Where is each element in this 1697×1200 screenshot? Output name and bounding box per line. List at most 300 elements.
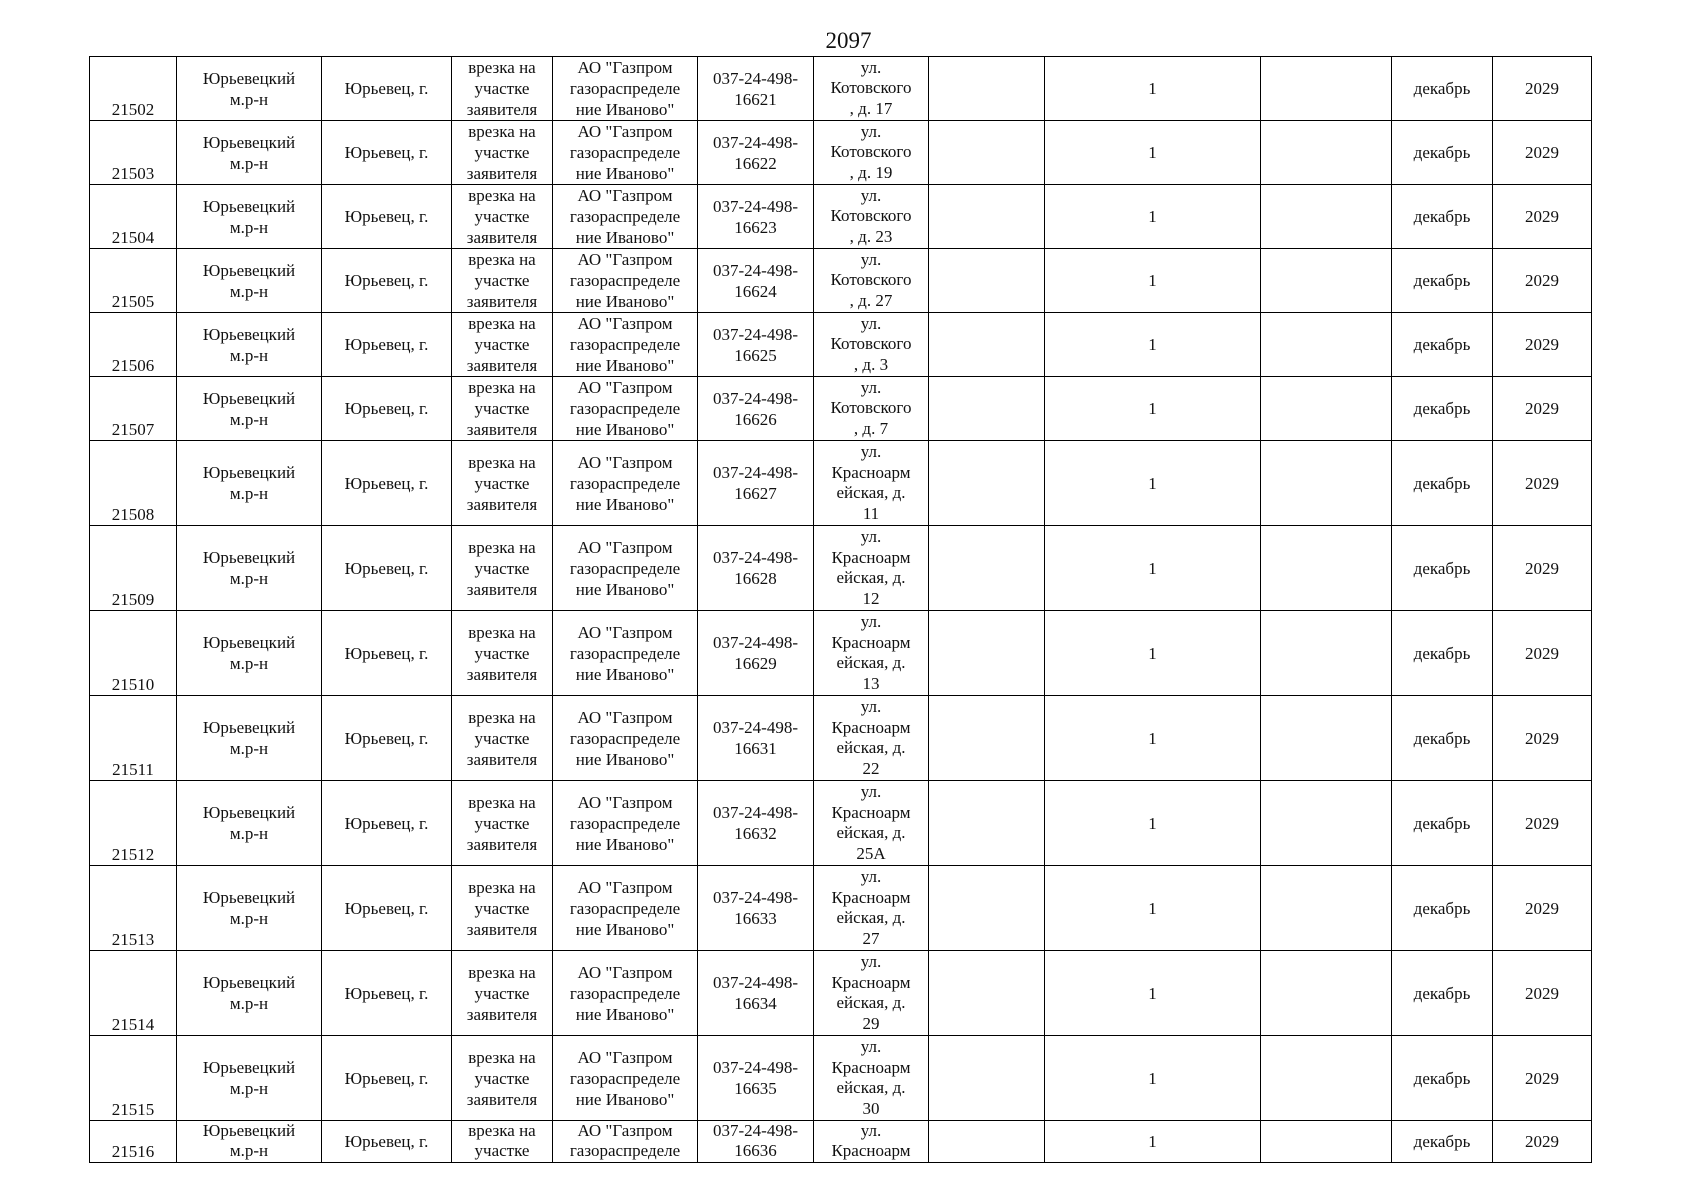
quantity-cell: 1 [1045,57,1261,121]
empty-cell [929,441,1045,526]
table-row [90,441,1592,526]
connection-type-cell-line: заявителя [466,834,538,854]
quantity-cell: 1 [1045,1036,1261,1121]
connection-type-cell [452,313,553,377]
district-cell-line: м.р-н [229,409,269,429]
address-cell-line: Котовского [830,206,912,226]
connection-type-cell-line: врезка на [468,1047,536,1067]
address-cell [814,441,929,526]
address-cell-line: ул. [860,867,882,886]
empty-cell [1261,1121,1392,1163]
connection-type-cell-line: участке [474,643,530,663]
quantity-cell: 1 [1045,526,1261,611]
quantity-cell: 1 [1045,781,1261,866]
city-cell: Юрьевец, г. [322,1121,452,1163]
table-row [90,951,1592,1036]
object-code-cell-line: 037-24-498- [713,463,798,482]
district-cell [177,313,322,377]
object-code-cell-line: 037-24-498- [713,388,798,408]
district-cell-line: м.р-н [229,824,269,843]
address-cell-line: ейская, д. [836,1078,906,1097]
address-cell-line: ул. [860,57,882,77]
empty-cell [929,249,1045,313]
object-code-cell-line: 037-24-498- [713,260,798,280]
organization-cell [553,1121,698,1163]
empty-cell [1261,1036,1392,1121]
organization-cell-line: газораспределе [569,983,681,1003]
connection-type-cell [452,1121,553,1163]
district-cell [177,249,322,313]
connection-type-cell-line: врезка на [468,707,536,727]
address-cell-line: ул. [860,121,882,141]
address-cell-line: , д. 17 [849,98,893,118]
city-cell: Юрьевец, г. [322,951,452,1036]
empty-cell [1261,866,1392,951]
city-cell: Юрьевец, г. [322,185,452,249]
city-cell: Юрьевец, г. [322,313,452,377]
address-cell [814,121,929,185]
gas-connection-table [89,56,1592,1163]
month-cell: декабрь [1392,696,1493,781]
object-code-cell-line: 16627 [734,484,777,503]
connection-type-cell-line: заявителя [466,356,538,375]
address-cell [814,185,929,249]
connection-type-cell [452,377,553,441]
year-cell: 2029 [1493,121,1592,185]
table-row [90,377,1592,441]
address-cell-line: ул. [860,697,882,716]
connection-type-cell-line: врезка на [468,58,536,77]
organization-cell-line: АО "Газпром [577,122,673,141]
district-cell-line: м.р-н [229,654,269,673]
object-code-cell-line: 16634 [734,994,777,1013]
address-cell-line: ул. [860,313,882,333]
table-row [90,249,1592,313]
address-cell-line: 29 [862,1013,880,1033]
address-cell-line: 13 [862,673,880,693]
year-cell: 2029 [1493,611,1592,696]
address-cell-line: Красноарм [831,717,911,737]
table-row [90,866,1592,951]
district-cell-line: м.р-н [229,484,269,503]
organization-cell-line: ние Иваново" [575,228,675,247]
empty-cell [1261,696,1392,781]
organization-cell-line: газораспределе [569,335,681,354]
address-cell [814,1121,929,1163]
district-cell-line: Юрьевецкий [202,324,296,344]
organization-cell-line: газораспределе [569,728,681,748]
connection-type-cell-line: врезка на [468,186,536,205]
empty-cell [929,1121,1045,1163]
month-cell: декабрь [1392,57,1493,121]
address-cell-line: Красноарм [831,887,911,907]
connection-type-cell [452,781,553,866]
object-code-cell [698,781,814,866]
district-cell-line: м.р-н [229,153,269,173]
address-cell-line: ейская, д. [836,823,906,842]
address-cell-line: 30 [862,1098,880,1118]
empty-cell [1261,185,1392,249]
city-cell: Юрьевец, г. [322,377,452,441]
address-cell-line: 25А [856,843,886,863]
month-cell: декабрь [1392,951,1493,1036]
year-cell: 2029 [1493,185,1592,249]
table-row [90,526,1592,611]
connection-type-cell [452,121,553,185]
organization-cell-line: ние Иваново" [575,579,675,599]
connection-type-cell-line: врезка на [468,877,536,897]
row-number-cell: 21511 [90,696,177,781]
empty-cell [929,1036,1045,1121]
district-cell [177,1036,322,1121]
table-row [90,1036,1592,1121]
organization-cell-line: АО "Газпром [577,622,673,642]
address-cell-line: Красноарм [831,462,911,482]
address-cell-line: 27 [862,928,880,948]
object-code-cell [698,1121,814,1163]
quantity-cell: 1 [1045,249,1261,313]
organization-cell-line: АО "Газпром [577,58,673,77]
connection-type-cell-line: врезка на [468,962,536,982]
connection-type-cell-line: участке [474,79,530,98]
organization-cell-line: газораспределе [569,271,681,290]
address-cell [814,526,929,611]
district-cell [177,526,322,611]
district-cell-line: м.р-н [229,994,269,1013]
empty-cell [1261,611,1392,696]
year-cell: 2029 [1493,377,1592,441]
organization-cell-line: АО "Газпром [577,378,673,397]
month-cell: декабрь [1392,1121,1493,1163]
connection-type-cell-line: врезка на [468,452,536,472]
address-cell-line: Красноарм [831,1141,911,1160]
address-cell-line: ул. [860,782,882,801]
connection-type-cell-line: заявителя [466,579,538,599]
row-number-cell: 21504 [90,185,177,249]
organization-cell-line: ние Иваново" [575,292,675,311]
organization-cell [553,866,698,951]
empty-cell [1261,441,1392,526]
connection-type-cell-line: заявителя [466,292,538,311]
organization-cell-line: ние Иваново" [575,1004,675,1024]
empty-cell [1261,313,1392,377]
address-cell-line: 11 [862,503,880,523]
connection-type-cell-line: заявителя [466,664,538,684]
connection-type-cell-line: врезка на [468,622,536,642]
district-cell-line: м.р-н [229,217,269,237]
district-cell-line: Юрьевецкий [202,803,296,822]
organization-cell-line: ние Иваново" [575,664,675,684]
empty-cell [929,951,1045,1036]
district-cell [177,441,322,526]
row-number-cell: 21514 [90,951,177,1036]
city-cell: Юрьевец, г. [322,249,452,313]
city-cell: Юрьевец, г. [322,441,452,526]
address-cell-line: Красноарм [831,632,911,652]
district-cell-line: Юрьевецкий [202,973,296,992]
object-code-cell-line: 037-24-498- [713,132,798,152]
connection-type-cell-line: заявителя [466,1089,538,1109]
connection-type-cell-line: участке [474,898,530,918]
month-cell: декабрь [1392,1036,1493,1121]
object-code-cell [698,866,814,951]
object-code-cell-line: 037-24-498- [713,548,798,567]
year-cell: 2029 [1493,781,1592,866]
address-cell [814,611,929,696]
district-cell-line: Юрьевецкий [202,132,296,152]
row-number-cell: 21505 [90,249,177,313]
district-cell [177,377,322,441]
address-cell-line: Котовского [830,78,912,98]
organization-cell-line: АО "Газпром [577,314,673,333]
connection-type-cell-line: участке [474,558,530,578]
address-cell-line: ейская, д. [836,738,906,757]
organization-cell-line: газораспределе [569,399,681,418]
object-code-cell-line: 16623 [734,217,777,237]
empty-cell [1261,249,1392,313]
organization-cell-line: газораспределе [569,1068,681,1088]
quantity-cell: 1 [1045,377,1261,441]
address-cell-line: 22 [862,758,880,778]
empty-cell [929,866,1045,951]
year-cell: 2029 [1493,696,1592,781]
address-cell-line: , д. 19 [849,162,893,182]
organization-cell-line: газораспределе [569,207,681,226]
connection-type-cell-line: заявителя [466,164,538,183]
table-row [90,185,1592,249]
month-cell: декабрь [1392,249,1493,313]
address-cell-line: ейская, д. [836,653,906,672]
object-code-cell-line: 037-24-498- [713,633,798,652]
address-cell [814,781,929,866]
empty-cell [929,121,1045,185]
connection-type-cell-line: врезка на [468,250,536,269]
address-cell-line: ул. [860,612,882,631]
connection-type-cell-line: врезка на [468,314,536,333]
quantity-cell: 1 [1045,696,1261,781]
connection-type-cell-line: заявителя [466,100,538,119]
district-cell-line: м.р-н [229,281,269,301]
address-cell-line: Котовского [830,142,912,162]
object-code-cell-line: 16636 [734,1141,777,1160]
year-cell: 2029 [1493,313,1592,377]
year-cell: 2029 [1493,866,1592,951]
organization-cell-line: АО "Газпром [577,1047,673,1067]
organization-cell-line: АО "Газпром [577,962,673,982]
row-number-cell: 21508 [90,441,177,526]
object-code-cell-line: 16635 [734,1079,777,1098]
quantity-cell: 1 [1045,185,1261,249]
address-cell [814,696,929,781]
table-row [90,611,1592,696]
object-code-cell [698,1036,814,1121]
city-cell: Юрьевец, г. [322,696,452,781]
object-code-cell-line: 16626 [734,409,777,429]
organization-cell-line: газораспределе [569,898,681,918]
year-cell: 2029 [1493,1036,1592,1121]
connection-type-cell-line: участке [474,399,530,418]
address-cell-line: ул. [860,952,882,971]
organization-cell [553,781,698,866]
month-cell: декабрь [1392,313,1493,377]
year-cell: 2029 [1493,249,1592,313]
district-cell-line: Юрьевецкий [202,463,296,482]
district-cell-line: м.р-н [229,569,269,588]
organization-cell [553,185,698,249]
organization-cell-line: газораспределе [569,813,681,833]
connection-type-cell-line: врезка на [468,537,536,557]
object-code-cell-line: 037-24-498- [713,973,798,992]
district-cell [177,951,322,1036]
address-cell-line: Красноарм [831,972,911,992]
address-cell-line: ул. [860,377,882,397]
organization-cell [553,249,698,313]
city-cell: Юрьевец, г. [322,121,452,185]
organization-cell [553,611,698,696]
organization-cell-line: газораспределе [569,473,681,493]
organization-cell-line: АО "Газпром [577,452,673,472]
address-cell-line: ул. [860,1121,882,1140]
organization-cell [553,1036,698,1121]
organization-cell-line: АО "Газпром [577,1121,673,1140]
row-number-cell: 21513 [90,866,177,951]
connection-type-cell-line: врезка на [468,792,536,812]
organization-cell-line: АО "Газпром [577,792,673,812]
organization-cell [553,313,698,377]
organization-cell-line: ние Иваново" [575,164,675,183]
connection-type-cell-line: участке [474,473,530,493]
row-number-cell: 21503 [90,121,177,185]
district-cell-line: м.р-н [229,345,269,365]
address-cell-line: , д. 23 [849,226,893,246]
empty-cell [929,781,1045,866]
connection-type-cell-line: заявителя [466,420,538,439]
row-number-cell: 21502 [90,57,177,121]
connection-type-cell-line: участке [474,335,530,354]
organization-cell-line: АО "Газпром [577,877,673,897]
month-cell: декабрь [1392,611,1493,696]
connection-type-cell-line: участке [474,813,530,833]
city-cell: Юрьевец, г. [322,781,452,866]
connection-type-cell-line: участке [474,271,530,290]
district-cell [177,1121,322,1163]
connection-type-cell [452,441,553,526]
object-code-cell-line: 037-24-498- [713,1121,798,1140]
district-cell-line: Юрьевецкий [202,1058,296,1077]
connection-type-cell [452,611,553,696]
city-cell: Юрьевец, г. [322,1036,452,1121]
organization-cell [553,526,698,611]
empty-cell [1261,526,1392,611]
year-cell: 2029 [1493,526,1592,611]
row-number-cell: 21512 [90,781,177,866]
object-code-cell-line: 16621 [734,89,777,109]
district-cell [177,696,322,781]
empty-cell [1261,377,1392,441]
row-number-cell: 21516 [90,1121,177,1163]
object-code-cell-line: 16631 [734,739,777,758]
address-cell-line: ул. [860,442,882,461]
empty-cell [1261,781,1392,866]
table-row [90,313,1592,377]
row-number-cell: 21506 [90,313,177,377]
address-cell-line: Красноарм [831,547,911,567]
table-row [90,781,1592,866]
city-cell: Юрьевец, г. [322,866,452,951]
organization-cell [553,441,698,526]
connection-type-cell [452,866,553,951]
connection-type-cell [452,1036,553,1121]
year-cell: 2029 [1493,441,1592,526]
object-code-cell [698,377,814,441]
connection-type-cell-line: участке [474,728,530,748]
object-code-cell-line: 16628 [734,569,777,588]
connection-type-cell-line: врезка на [468,122,536,141]
district-cell [177,121,322,185]
organization-cell-line: ние Иваново" [575,919,675,939]
address-cell-line: , д. 7 [853,418,889,438]
address-cell-line: ейская, д. [836,483,906,502]
organization-cell-line: ние Иваново" [575,834,675,854]
empty-cell [1261,121,1392,185]
page-number: 2097 [825,28,872,53]
district-cell [177,185,322,249]
object-code-cell [698,57,814,121]
district-cell-line: м.р-н [229,909,269,928]
month-cell: декабрь [1392,866,1493,951]
object-code-cell [698,249,814,313]
district-cell-line: Юрьевецкий [202,888,296,907]
object-code-cell-line: 16632 [734,824,777,843]
organization-cell-line: ние Иваново" [575,356,675,375]
district-cell-line: м.р-н [229,1141,269,1160]
city-cell: Юрьевец, г. [322,526,452,611]
object-code-cell-line: 16625 [734,345,777,365]
table-row [90,696,1592,781]
connection-type-cell-line: участке [474,1068,530,1088]
organization-cell-line: газораспределе [569,79,681,98]
connection-type-cell-line: заявителя [466,228,538,247]
district-cell [177,57,322,121]
connection-type-cell-line: заявителя [466,1004,538,1024]
district-cell-line: Юрьевецкий [202,260,296,280]
quantity-cell: 1 [1045,611,1261,696]
address-cell [814,1036,929,1121]
month-cell: декабрь [1392,526,1493,611]
district-cell-line: Юрьевецкий [202,718,296,737]
connection-type-cell [452,526,553,611]
district-cell-line: м.р-н [229,1079,269,1098]
table-row [90,57,1592,121]
empty-cell [929,185,1045,249]
district-cell-line: м.р-н [229,739,269,758]
object-code-cell [698,121,814,185]
object-code-cell [698,611,814,696]
quantity-cell: 1 [1045,441,1261,526]
object-code-cell-line: 037-24-498- [713,1058,798,1077]
empty-cell [1261,951,1392,1036]
district-cell-line: Юрьевецкий [202,68,296,88]
empty-cell [1261,57,1392,121]
empty-cell [929,611,1045,696]
object-code-cell-line: 037-24-498- [713,888,798,907]
object-code-cell [698,526,814,611]
empty-cell [929,696,1045,781]
row-number-cell: 21507 [90,377,177,441]
address-cell [814,951,929,1036]
object-code-cell-line: 16633 [734,909,777,928]
object-code-cell-line: 037-24-498- [713,324,798,344]
